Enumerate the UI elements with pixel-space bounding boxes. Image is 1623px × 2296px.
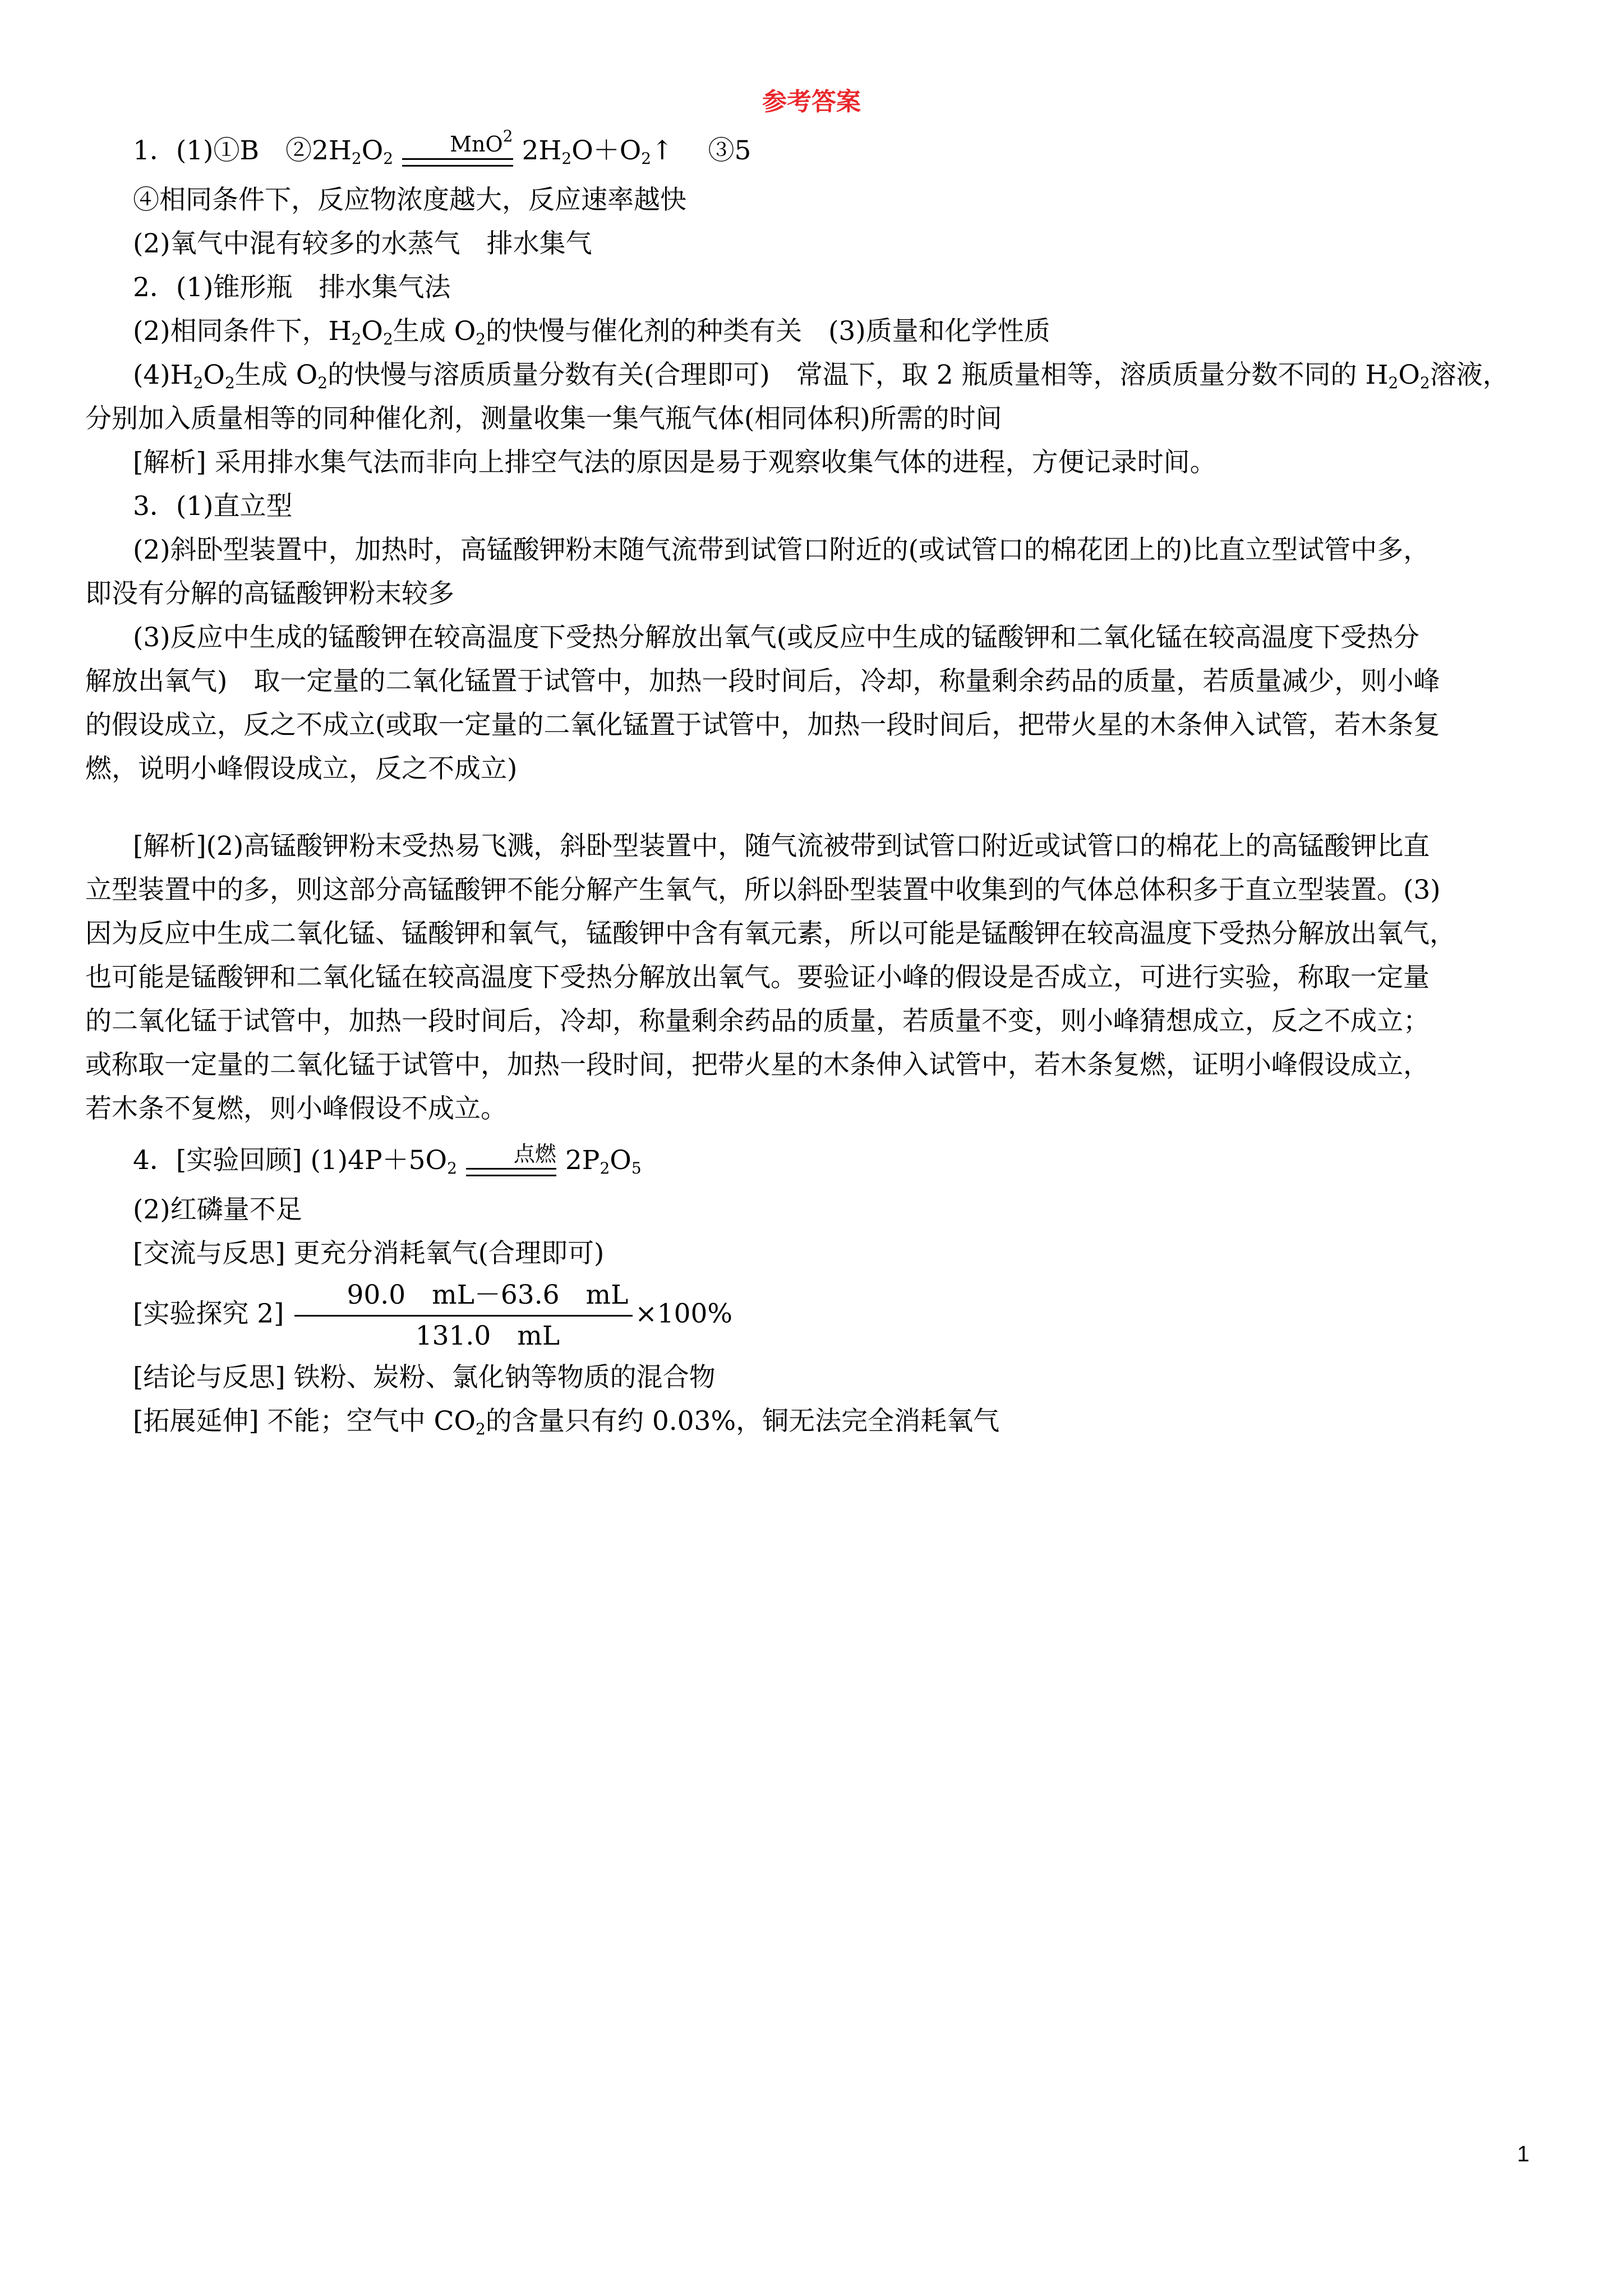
q4-line6 — [85, 1400, 1543, 1443]
text-run: 的快慢与催化剂的种类有关 (3)质量和化学性质 — [486, 316, 1050, 347]
q3-line4: (3)反应中生成的锰酸钾在较高温度下受热分解放出氧气(或反应中生成的锰酸钾和二氧化锰在较高温度下受热分 — [133, 622, 1419, 653]
q4-line3: [交流与反思] 更充分消耗氧气(合理即可) — [133, 1238, 605, 1269]
subscript: 5 — [631, 1159, 642, 1177]
q3-analysis-line5: 的二氧化锰于试管中，加热一段时间后，冷却，称量剩余药品的质量，若质量不变，则小峰猜想成立，反之不成立； — [85, 1006, 1430, 1037]
subscript: 2 — [351, 149, 362, 168]
q1-line3: (2)氧气中混有较多的水蒸气 排水集气 — [133, 228, 592, 259]
q3-analysis-line3: 因为反应中生成二氧化锰、锰酸钾和氧气，锰酸钾中含有氧元素，所以可能是锰酸钾在较高温度下受热分解放出氧气， — [85, 918, 1456, 949]
subscript: 2 — [476, 330, 486, 348]
subscript: 2 — [193, 374, 204, 392]
q4-percent-tail: ×100% — [635, 1298, 733, 1329]
reaction-bars — [466, 1168, 556, 1176]
q4-product-a: 2P — [565, 1145, 600, 1176]
q3-line6: 的假设成立，反之不成立(或取一定量的二氧化锰置于试管中，加热一段时间后，把带火星的木条伸入试管，若木条复 — [85, 710, 1440, 740]
q2-analysis: [解析] 采用排水集气法而非向上排空气法的原因是易于观察收集气体的进程，方便记录时间。 — [133, 447, 1216, 478]
subscript: 2 — [447, 1159, 457, 1177]
q3-line5: 解放出氧气) 取一定量的二氧化锰置于试管中，加热一段时间后，冷却，称量剩余药品的质量，若质量减少，则小峰 — [85, 666, 1440, 697]
q4-lead: 4．[实验回顾] (1)4P＋5O — [133, 1145, 448, 1176]
text-run: (2)相同条件下，H — [133, 316, 352, 347]
q3-line1: 3．(1)直立型 — [133, 491, 293, 522]
q3-analysis-line4: 也可能是锰酸钾和二氧化锰在较高温度下受热分解放出氧气。要验证小峰的假设是否成立，可进行实验，称取一定量 — [85, 962, 1430, 993]
text-run: (4)H — [133, 360, 193, 390]
q4-line2: (2)红磷量不足 — [133, 1194, 302, 1225]
q4-line5: [结论与反思] 铁粉、炭粉、氯化钠等物质的混合物 — [133, 1362, 716, 1393]
text-run: 生成 O — [234, 360, 318, 390]
q3-line2: (2)斜卧型装置中，加热时，高锰酸钾粉末随气流带到试管口附近的(或试管口的棉花团上的)比直立型试管中多， — [133, 535, 1430, 565]
subscript: 2 — [561, 149, 572, 168]
reaction-bars — [402, 158, 513, 167]
subscript: 2 — [382, 330, 393, 348]
subscript: 2 — [351, 330, 362, 348]
q1-product-a: 2H — [522, 135, 562, 166]
reaction-arrow — [466, 1143, 556, 1176]
text-run: 的含量只有约 0.03%，铜无法完全消耗氧气 — [485, 1406, 1000, 1437]
subscript: 2 — [600, 1159, 610, 1177]
text-run: 生成 O — [393, 316, 476, 347]
spacer — [85, 791, 1543, 825]
q2-line3 — [85, 353, 1543, 397]
q2-line1: 2．(1)锥形瓶 排水集气法 — [133, 272, 451, 303]
q1-h2o2-mid: O — [361, 135, 384, 166]
text-run: [拓展延伸] 不能；空气中 CO — [133, 1406, 476, 1437]
text-run: O — [1398, 360, 1420, 390]
q4-label: [实验探究 2] — [133, 1298, 284, 1329]
superscript: 2 — [502, 127, 513, 145]
q3-line7: 燃，说明小峰假设成立，反之不成立) — [85, 753, 518, 784]
gas-arrow: ↑ — [651, 135, 674, 166]
reaction-condition: 点燃 — [513, 1142, 556, 1166]
q4-equation-line — [85, 1139, 1543, 1182]
catalyst-text: MnO — [450, 132, 503, 157]
q3-analysis-line6: 或称取一定量的二氧化锰于试管中，加热一段时间，把带火星的木条伸入试管中，若木条复燃，证明小峰假设成立， — [85, 1050, 1430, 1080]
text-run: 的快慢与溶质质量分数有关(合理即可) 常温下，取 2 瓶质量相等，溶质质量分数不同的 H — [328, 360, 1389, 390]
q2-line4: 分别加入质量相等的同种催化剂，测量收集一集气瓶气体(相同体积)所需的时间 — [85, 403, 1002, 434]
q1-lead: 1．(1)①B ②2H — [133, 135, 352, 166]
text-run: O — [203, 360, 225, 390]
q4-line4 — [85, 1280, 1543, 1351]
reaction-condition — [402, 127, 513, 157]
q3-analysis-line1: [解析](2)高锰酸钾粉末受热易飞溅，斜卧型装置中，随气流被带到试管口附近或试管口的棉花上的高锰酸钾比直 — [133, 831, 1430, 862]
page-number: 1 — [1517, 2142, 1530, 2166]
subscript: 2 — [641, 149, 652, 168]
q1-line2: ④相同条件下，反应物浓度越大，反应速率越快 — [133, 185, 686, 215]
subscript: 2 — [1419, 374, 1430, 392]
fraction-denominator: 131.0 mL — [415, 1320, 560, 1352]
q3-analysis-line7: 若木条不复燃，则小峰假设不成立。 — [85, 1093, 507, 1124]
text-run: 溶液， — [1430, 360, 1509, 390]
subscript: 2 — [1388, 374, 1399, 392]
q1-tail: ③5 — [708, 135, 751, 166]
subscript: 2 — [476, 1420, 486, 1439]
q1-equation-line — [85, 129, 1543, 173]
text-run: O — [361, 316, 383, 347]
subscript: 2 — [224, 374, 235, 392]
q3-analysis-line2: 立型装置中的多，则这部分高锰酸钾不能分解产生氧气，所以斜卧型装置中收集到的气体总体积多于直立型装置。(3) — [85, 875, 1441, 905]
subscript: 2 — [317, 374, 328, 392]
fraction — [294, 1280, 633, 1351]
subscript: 2 — [383, 149, 394, 168]
q1-product-b: O＋O — [571, 135, 642, 166]
answer-content — [85, 129, 1543, 1443]
q4-product-b: O — [610, 1145, 631, 1176]
page-title: 参考答案 — [762, 88, 861, 116]
q2-line2 — [85, 310, 1543, 353]
reaction-arrow — [402, 127, 513, 167]
fraction-numerator: 90.0 mL－63.6 mL — [294, 1280, 633, 1317]
q3-line3: 即没有分解的高锰酸钾粉末较多 — [85, 578, 454, 609]
